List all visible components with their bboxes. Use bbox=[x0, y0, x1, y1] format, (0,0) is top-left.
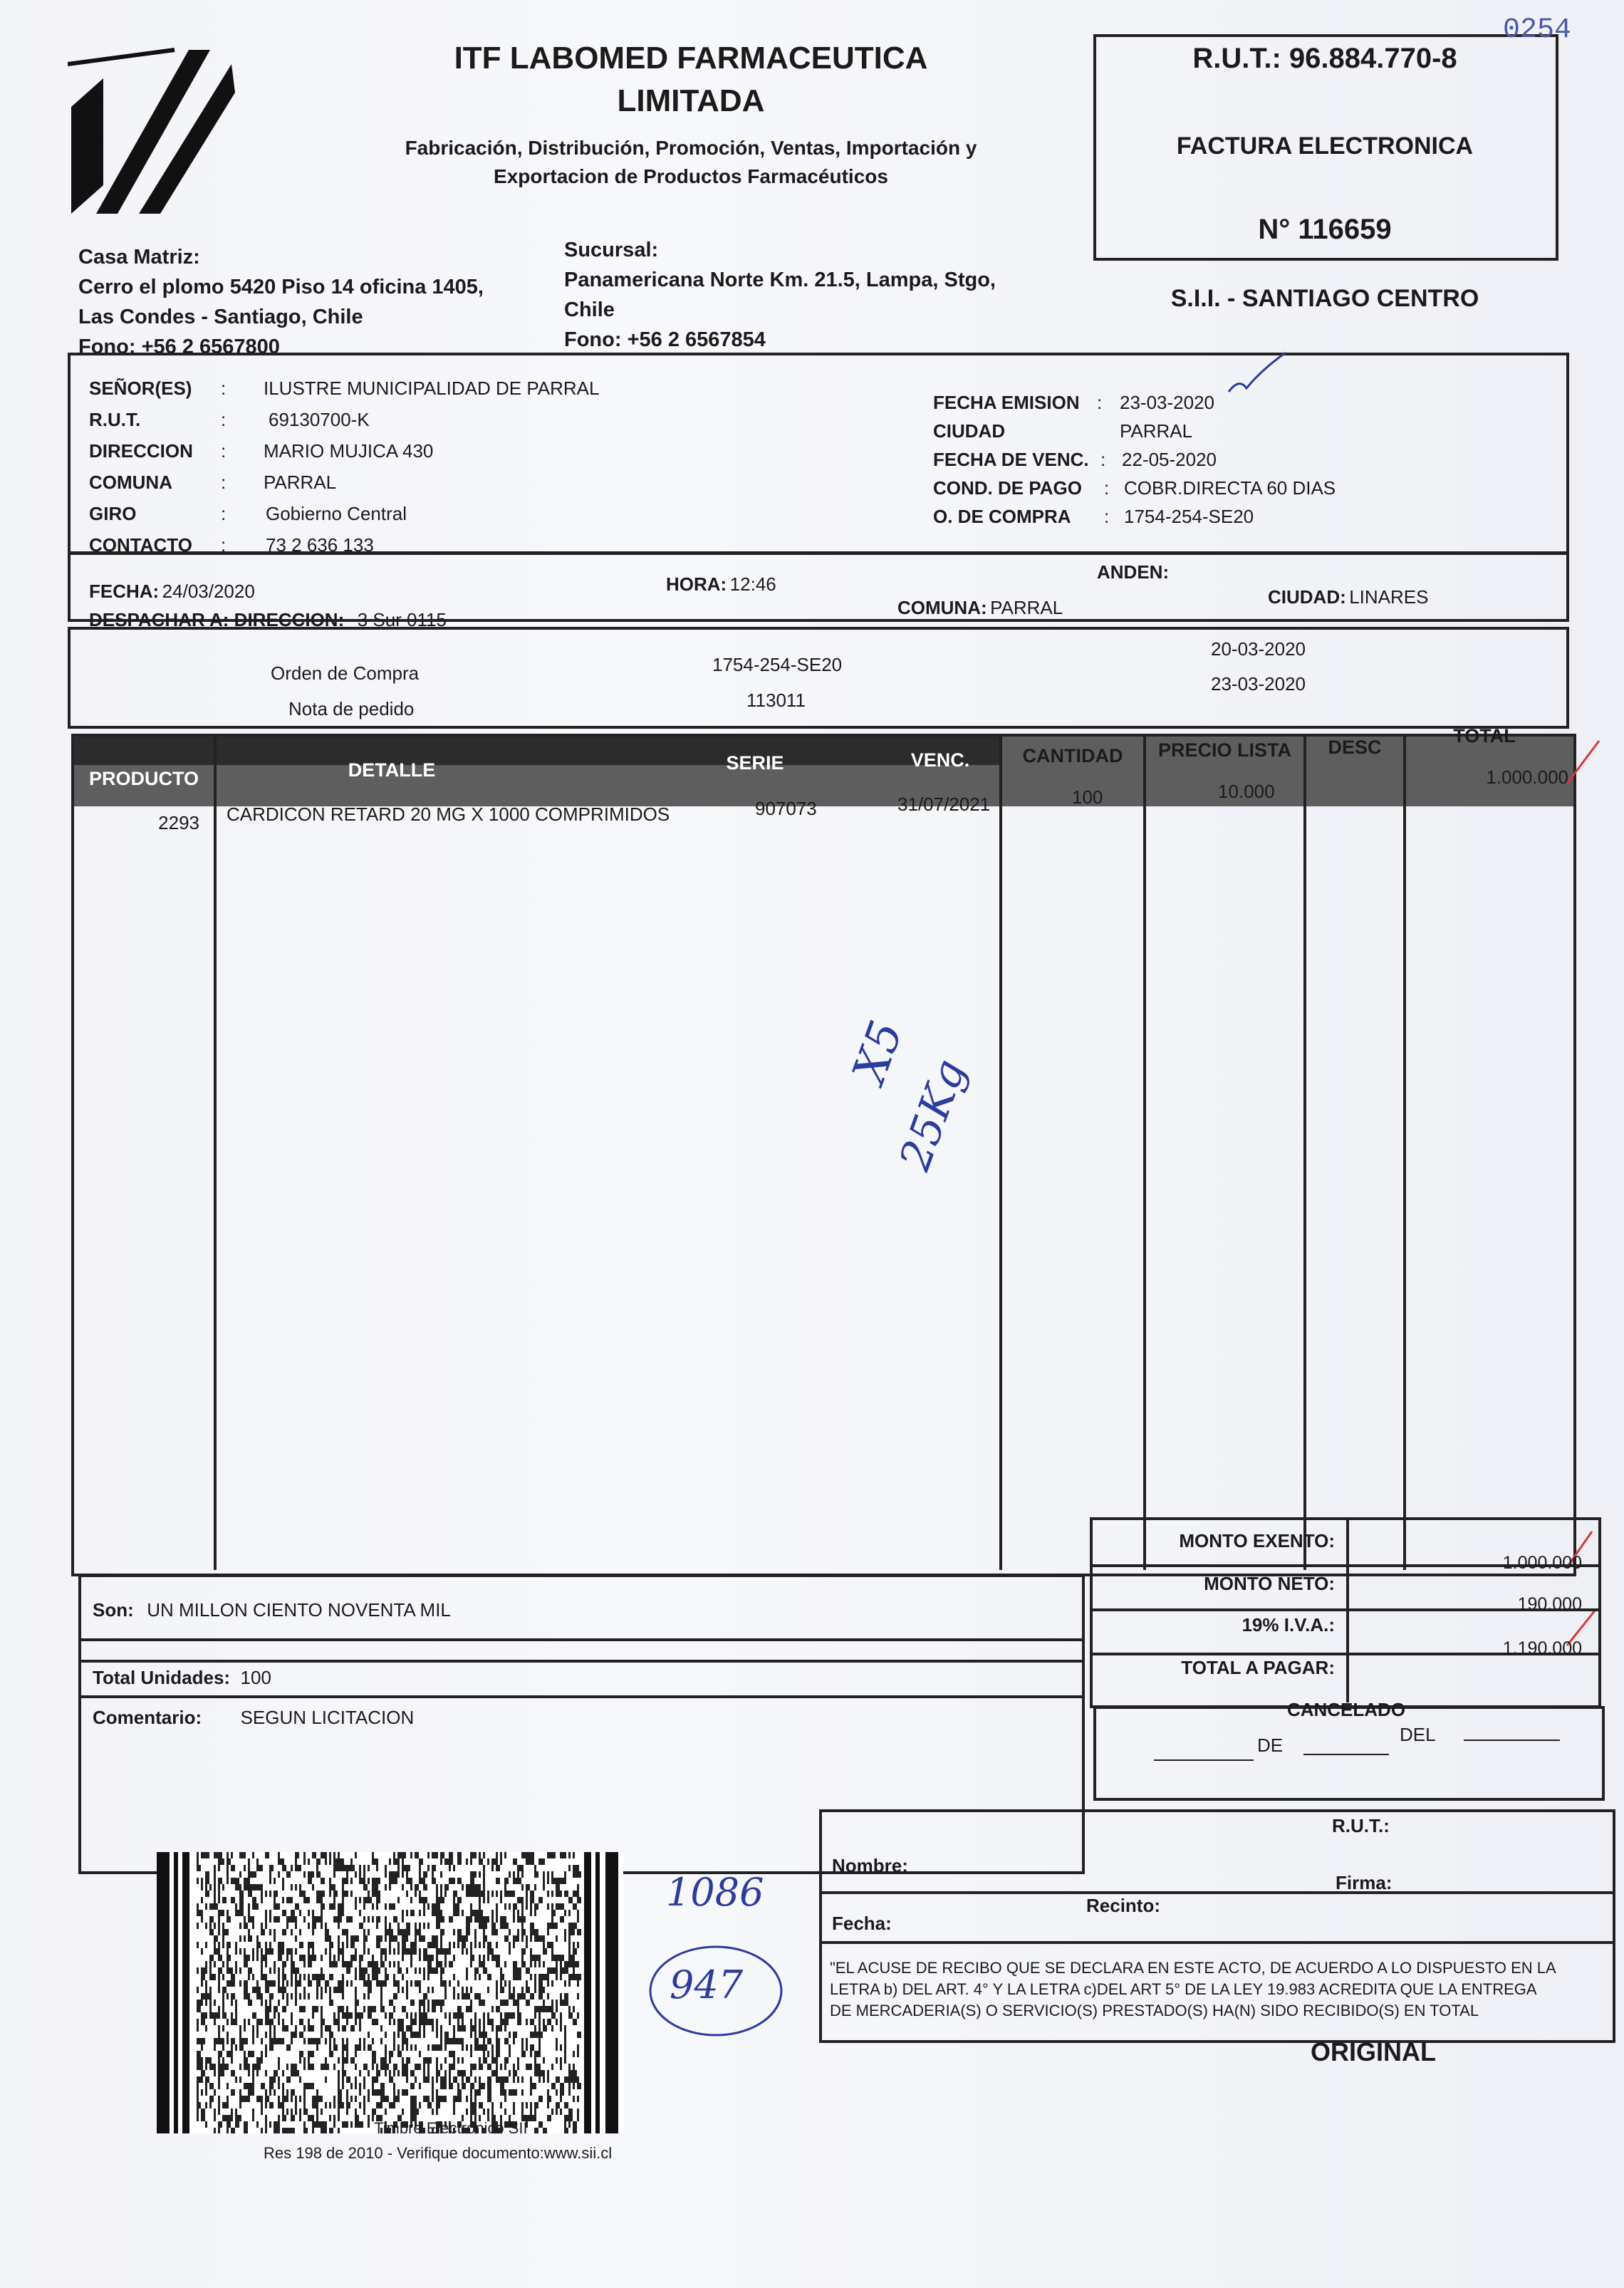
cancelado-del: DEL bbox=[1400, 1724, 1436, 1745]
casa-matriz-block: Casa Matriz: Cerro el plomo 5420 Piso 14 oficina 1405, Las Condes - Santiago, Chile Fono: +56 2 6567800 bbox=[78, 246, 484, 358]
header-serie: SERIE bbox=[726, 752, 784, 774]
dispatch-ciudad: CIUDAD: LINARES bbox=[1268, 586, 1429, 608]
dispatch-anden: ANDEN: bbox=[1097, 561, 1170, 583]
col-divider bbox=[214, 737, 217, 1570]
amount-in-words: Son: UN MILLON CIENTO NOVENTA MIL bbox=[93, 1599, 451, 1621]
cancelado-title: CANCELADO bbox=[1286, 1699, 1406, 1720]
sii-office: S.I.I. - SANTIAGO CENTRO bbox=[1170, 285, 1479, 312]
total-label: TOTAL A PAGAR: bbox=[1181, 1657, 1335, 1678]
total-label: 19% I.V.A.: bbox=[1242, 1614, 1335, 1636]
receipt-legal-text: "EL ACUSE DE RECIBO QUE SE DECLARA EN ESTE ACTO, DE ACUERDO A LO DISPUESTO EN LA LETRA b) DEL ART. 4° Y LA LETRA c)DEL ART 5° DE LA LEY 19.983 ACREDITA QUE LA ENTREGA DE MERCADERIA(S) O SERVICIO(S) PRESTADO(S) HA(N) SIDO RECIBIDO(S) EN TOTAL bbox=[830, 1959, 1556, 2019]
total-label: MONTO NETO: bbox=[1204, 1573, 1335, 1594]
invoice-number: N° 116659 bbox=[1258, 214, 1392, 245]
corner-stamp-number: 0254 bbox=[1503, 14, 1572, 46]
client-field: COMUNA : PARRAL bbox=[89, 472, 337, 493]
handwritten-note: 25Kg bbox=[890, 1053, 976, 1177]
company-tagline: Fabricación, Distribución, Promoción, Ventas, Importación y Exportacion de Productos Farmacéuticos bbox=[405, 137, 977, 187]
company-logo bbox=[68, 36, 239, 214]
dispatch-address: DESPACHAR A: DIRECCION: 3 Sur 0115 bbox=[89, 609, 447, 630]
receipt-fecha: Fecha: bbox=[832, 1913, 892, 1934]
timbre-resolution: Res 198 de 2010 - Verifique documento:www.sii.cl bbox=[264, 2144, 613, 2162]
document-type: FACTURA ELECTRONICA bbox=[1176, 132, 1474, 160]
reference-number: 113011 bbox=[746, 690, 806, 711]
header-venc: VENC. bbox=[910, 749, 970, 771]
item-venc: 31/07/2021 bbox=[897, 794, 991, 815]
handwritten-number: 1086 bbox=[666, 1870, 764, 1915]
client-field: FECHA DE VENC. : 22-05-2020 bbox=[933, 449, 1217, 470]
header-precio: PRECIO LISTA bbox=[1157, 739, 1291, 761]
reference-date: 20-03-2020 bbox=[1211, 638, 1306, 660]
header-total: TOTAL bbox=[1453, 725, 1516, 747]
items-table bbox=[71, 734, 1576, 1576]
sucursal-block: Sucursal: Panamericana Norte Km. 21.5, Lampa, Stgo, Chile Fono: +56 2 6567854 bbox=[564, 239, 996, 351]
receipt-recinto: Recinto: bbox=[1086, 1895, 1160, 1916]
client-field: SEÑOR(ES) : ILUSTRE MUNICIPALIDAD DE PARRAL bbox=[89, 378, 600, 399]
col-divider bbox=[1303, 737, 1306, 1570]
item-serie: 907073 bbox=[755, 798, 817, 819]
total-value: 190.000 bbox=[1517, 1594, 1582, 1614]
cancelado-line bbox=[1303, 1754, 1389, 1755]
col-divider bbox=[1143, 737, 1146, 1570]
dispatch-date: FECHA: 24/03/2020 bbox=[89, 581, 255, 602]
receipt-firma: Firma: bbox=[1336, 1872, 1393, 1893]
client-field: DIRECCION : MARIO MUJICA 430 bbox=[89, 440, 434, 462]
issuer-rut: R.U.T.: 96.884.770-8 bbox=[1192, 43, 1457, 74]
client-field: FECHA EMISION : 23-03-2020 bbox=[933, 392, 1214, 413]
client-field: R.U.T. : 69130700-K bbox=[89, 409, 370, 430]
total-units: Total Unidades: 100 bbox=[93, 1667, 271, 1688]
col-divider bbox=[999, 737, 1002, 1570]
summary-divider bbox=[81, 1660, 1082, 1663]
header-desc: DESC bbox=[1328, 737, 1382, 758]
dispatch-time: HORA: 12:46 bbox=[666, 573, 776, 595]
original-mark: ORIGINAL bbox=[1311, 2037, 1436, 2066]
receipt-nombre: Nombre: bbox=[832, 1855, 908, 1876]
summary-divider bbox=[81, 1638, 1082, 1641]
receipt-divider bbox=[822, 1941, 1613, 1944]
item-precio: 10.000 bbox=[1218, 781, 1275, 802]
receipt-rut: R.U.T.: bbox=[1332, 1815, 1390, 1836]
handwritten-circled-number: 947 bbox=[670, 1962, 744, 2007]
handwritten-note: X5 bbox=[843, 1014, 914, 1091]
reference-date: 23-03-2020 bbox=[1211, 673, 1306, 695]
client-field: GIRO : Gobierno Central bbox=[89, 503, 407, 524]
header-cantidad: CANTIDAD bbox=[1022, 745, 1123, 766]
reference-type: Nota de pedido bbox=[288, 698, 415, 719]
timbre-label: Timbre Electronico SII bbox=[374, 2119, 528, 2137]
reference-type: Orden de Compra bbox=[271, 662, 420, 684]
item-detalle: CARDICON RETARD 20 MG X 1000 COMPRIMIDOS bbox=[227, 804, 670, 825]
client-fields bbox=[89, 378, 630, 566]
dispatch-comuna: COMUNA: PARRAL bbox=[897, 597, 1063, 618]
client-field: COND. DE PAGO : COBR.DIRECTA 60 DIAS bbox=[933, 477, 1336, 499]
client-field: CONTACTO : 73 2 636 133 bbox=[89, 534, 374, 556]
col-divider bbox=[1403, 737, 1406, 1570]
item-cantidad: 100 bbox=[1072, 786, 1103, 808]
header-detalle: DETALLE bbox=[348, 759, 436, 781]
reference-number: 1754-254-SE20 bbox=[712, 654, 843, 675]
cancelado-line bbox=[1464, 1740, 1560, 1741]
client-field: O. DE COMPRA : 1754-254-SE20 bbox=[933, 506, 1254, 527]
summary-divider bbox=[81, 1695, 1082, 1698]
cancelado-de: DE bbox=[1257, 1735, 1284, 1756]
total-value: 1.000.000 bbox=[1502, 1553, 1582, 1573]
handwritten-checkmark bbox=[1225, 349, 1289, 399]
totals-divider bbox=[1346, 1520, 1349, 1702]
comment: Comentario: SEGUN LICITACION bbox=[93, 1707, 415, 1728]
cancelado-line bbox=[1154, 1759, 1254, 1761]
item-total: 1.000.000 bbox=[1486, 766, 1568, 788]
client-field: CIUDAD PARRAL bbox=[933, 420, 1193, 442]
total-label: MONTO EXENTO: bbox=[1179, 1530, 1335, 1551]
company-name: ITF LABOMED FARMACEUTICA LIMITADA bbox=[454, 41, 928, 118]
receipt-divider bbox=[822, 1891, 1613, 1894]
timbre-barcode bbox=[157, 1852, 623, 2133]
total-value: 1.190.000 bbox=[1502, 1638, 1582, 1658]
item-producto: 2293 bbox=[158, 812, 199, 833]
client-right-fields bbox=[933, 392, 1474, 534]
header-producto: PRODUCTO bbox=[88, 768, 199, 789]
